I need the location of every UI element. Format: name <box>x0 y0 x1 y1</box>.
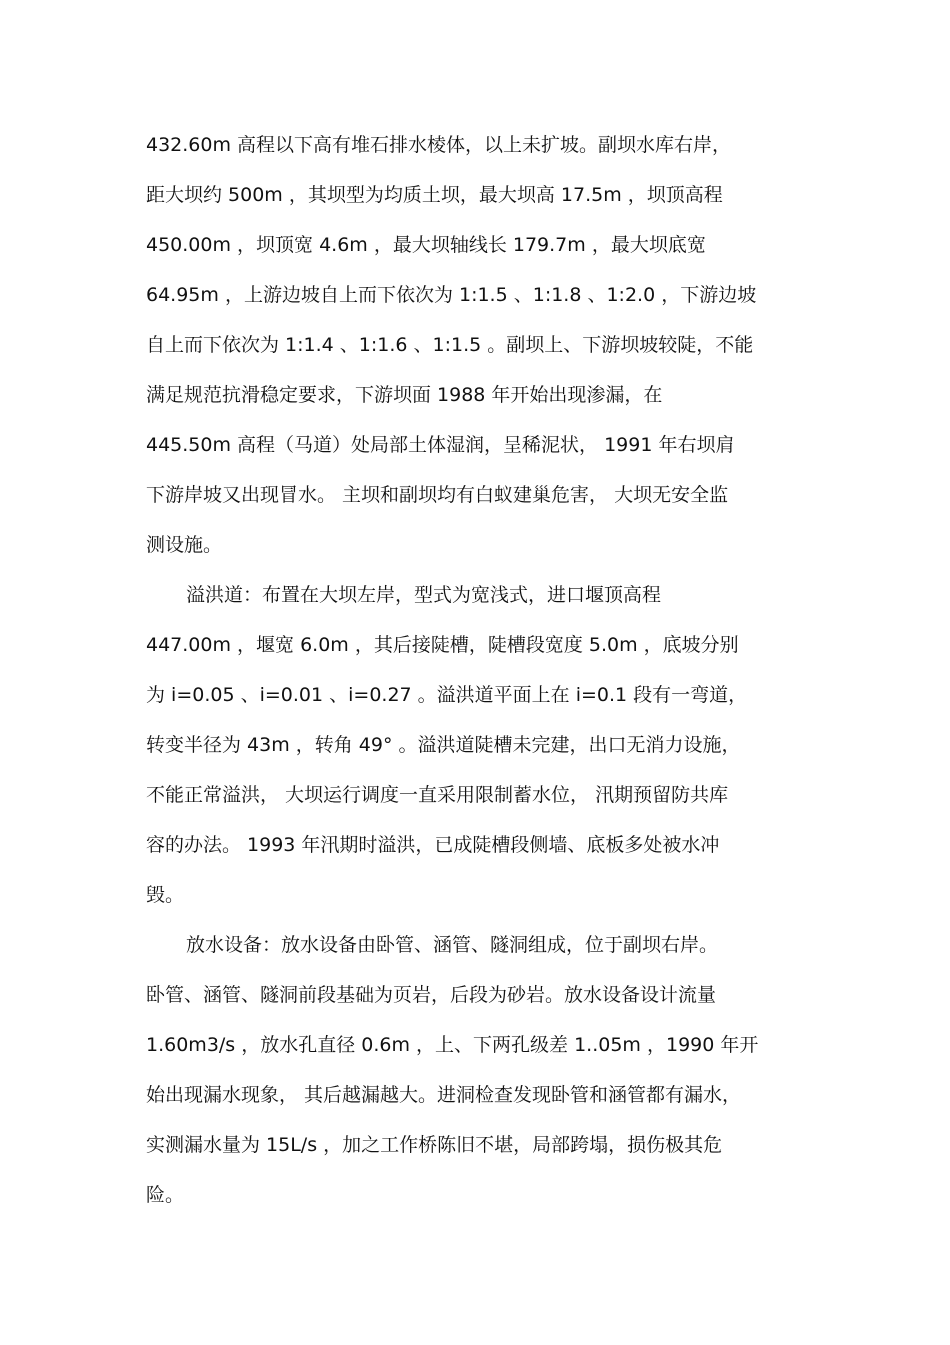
text-line: 距大坝约 500m ，其坝型为均质土坝，最大坝高 17.5m ，坝顶高程 <box>146 184 723 206</box>
text-line: 实测漏水量为 15L/s ，加之工作桥陈旧不堪，局部跨塌，损伤极其危 <box>146 1134 723 1156</box>
text-line: 自上而下依次为 1:1.4 、1:1.6 、1:1.5 。副坝上、下游坝坡较陡，不能 <box>146 334 754 356</box>
text-line: 始出现漏水现象， 其后越漏越大。进洞检查发现卧管和涵管都有漏水， <box>146 1084 742 1106</box>
text-line: 险。 <box>146 1184 185 1206</box>
text-line: 容的办法。 1993 年汛期时溢洪，已成陡槽段侧墙、底板多处被水冲 <box>146 834 720 856</box>
text-line: 447.00m ，堰宽 6.0m ，其后接陡槽，陡槽段宽度 5.0m ，底坡分别 <box>146 634 739 656</box>
text-line: 445.50m 高程（马道）处局部土体湿润，呈稀泥状， 1991 年右坝肩 <box>146 434 735 456</box>
text-line: 为 i=0.05 、i=0.01 、i=0.27 。溢洪道平面上在 i=0.1 段有一弯道， <box>146 684 748 706</box>
text-line: 转变半径为 43m ，转角 49° 。溢洪道陡槽未完建，出口无消力设施， <box>146 734 741 756</box>
text-line: 64.95m ，上游边坡自上而下依次为 1:1.5 、1:1.8 、1:2.0 ，下游边坡 <box>146 284 757 306</box>
text-line: 测设施。 <box>146 534 223 556</box>
text-line: 满足规范抗滑稳定要求，下游坝面 1988 年开始出现渗漏，在 <box>146 384 663 406</box>
text-line: 毁。 <box>146 884 185 906</box>
body-text <box>146 120 816 1220</box>
paragraph-start-outlet: 放水设备：放水设备由卧管、涵管、隧洞组成，位于副坝右岸。 <box>186 934 719 956</box>
paragraph-start-spillway: 溢洪道：布置在大坝左岸，型式为宽浅式，进口堰顶高程 <box>186 584 662 606</box>
text-line: 432.60m 高程以下高有堆石排水棱体，以上未扩坡。副坝水库右岸， <box>146 134 732 156</box>
text-line: 不能正常溢洪， 大坝运行调度一直采用限制蓄水位， 汛期预留防共库 <box>146 784 729 806</box>
text-line: 450.00m ，坝顶宽 4.6m ，最大坝轴线长 179.7m ，最大坝底宽 <box>146 234 706 256</box>
text-line: 1.60m3/s ，放水孔直径 0.6m ，上、下两孔级差 1..05m ，1990 年开 <box>146 1034 759 1056</box>
text-line: 下游岸坡又出现冒水。 主坝和副坝均有白蚁建巢危害， 大坝无安全监 <box>146 484 729 506</box>
text-line: 卧管、涵管、隧洞前段基础为页岩，后段为砂岩。放水设备设计流量 <box>146 984 717 1006</box>
